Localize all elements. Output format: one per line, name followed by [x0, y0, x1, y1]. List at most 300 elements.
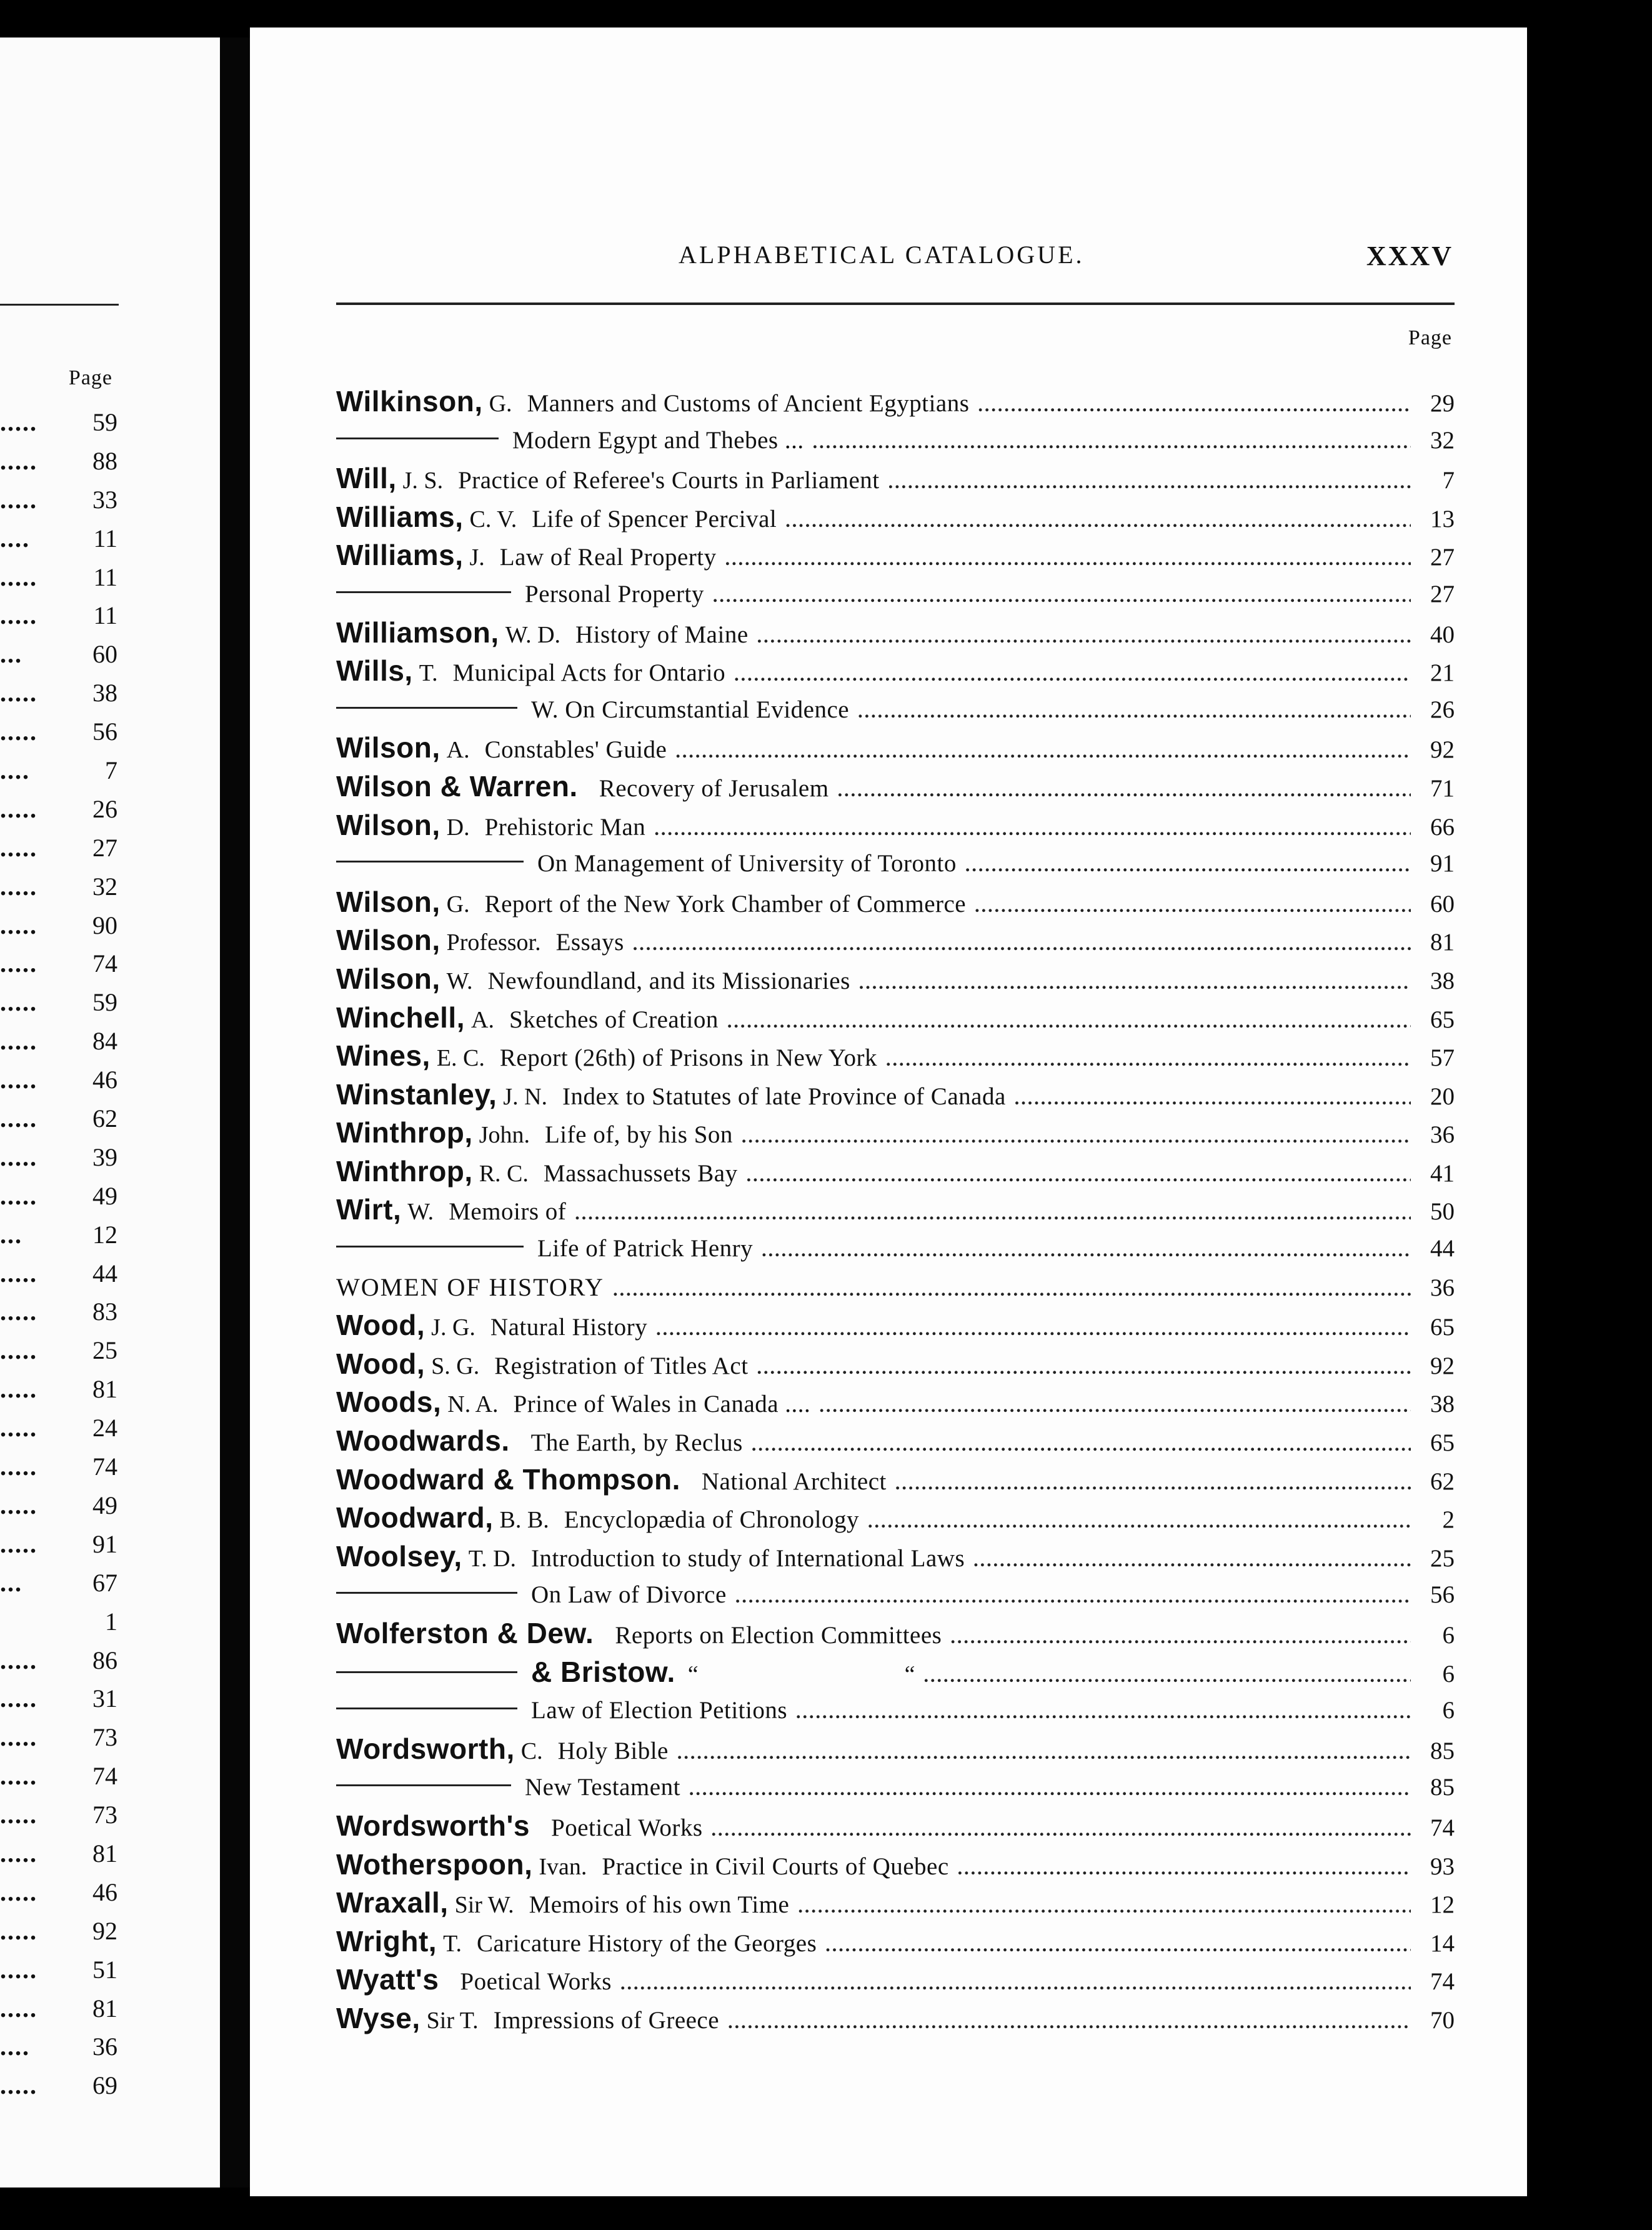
dot-leader: [813, 423, 1411, 462]
left-page-number: 11: [93, 601, 117, 630]
entry-title: Municipal Acts for Ontario: [452, 659, 726, 687]
left-page-row: [0, 558, 117, 597]
left-page-row: [0, 1138, 117, 1177]
left-page-row: [0, 1873, 117, 1912]
catalogue-entry: [336, 1268, 1455, 1307]
left-page-column-heading: Page: [68, 366, 112, 389]
dot-leader: [838, 771, 1411, 810]
dot-leader: [689, 1770, 1411, 1809]
entry-initials: Ivan.: [539, 1853, 587, 1880]
entry-initials: Sir W.: [454, 1892, 514, 1919]
entry-title: Recovery of Jerusalem: [599, 774, 829, 802]
catalogue-entry: [336, 1922, 1455, 1961]
left-page-number: 46: [92, 1066, 117, 1094]
entry-title: Life of Patrick Henry: [537, 1235, 754, 1262]
dot-leader: [725, 540, 1411, 579]
left-page-leader: .....: [0, 833, 37, 862]
entry-title: Personal Property: [525, 580, 704, 608]
left-page-leader: .....: [0, 1684, 37, 1713]
catalogue-entry: [336, 1229, 1455, 1268]
entry-author: Wines,: [336, 1039, 430, 1072]
left-page-row: [0, 1602, 117, 1641]
dot-leader: [575, 1194, 1411, 1233]
left-page-row: [0, 1912, 117, 1951]
dot-leader: [762, 1231, 1411, 1270]
left-page-row: [0, 1989, 117, 2028]
left-page-number: 73: [92, 1801, 117, 1829]
left-page-row: [0, 790, 117, 829]
left-page-rule: [0, 304, 119, 306]
entry-author: Winchell,: [336, 1001, 465, 1034]
entry-page-number: 27: [1430, 544, 1455, 571]
left-page-number: 83: [92, 1298, 117, 1326]
catalogue-entry: [336, 1884, 1455, 1922]
entry-initials: A.: [446, 737, 470, 764]
entry-author: Winthrop,: [336, 1116, 473, 1149]
dot-leader: [888, 463, 1411, 502]
entry-title: Life of, by his Son: [544, 1121, 733, 1149]
left-page-row: [0, 1409, 117, 1448]
dot-leader: [975, 887, 1411, 926]
left-page-number: 27: [92, 833, 117, 862]
ditto-rule: [336, 1708, 517, 1709]
entry-initials: W.: [446, 968, 473, 994]
entry-initials: G.: [489, 391, 512, 417]
dot-leader: [613, 1271, 1411, 1309]
dot-leader: [656, 1310, 1411, 1349]
dot-leader: [950, 1618, 1411, 1657]
catalogue-entry: [336, 1807, 1455, 1846]
left-page-leader: .....: [0, 2071, 37, 2100]
left-page-row: [0, 1679, 117, 1718]
left-page-number: 25: [92, 1336, 117, 1365]
dot-leader: [798, 1888, 1411, 1926]
entry-title: Memoirs of: [449, 1198, 567, 1226]
catalogue-entry: [336, 1345, 1455, 1384]
book-gutter: [220, 38, 250, 2188]
left-page-number: 12: [92, 1220, 117, 1249]
left-page-row: [0, 1564, 117, 1602]
left-page-number: 56: [92, 718, 117, 746]
left-page-leader: .....: [0, 1723, 37, 1752]
dot-leader: [958, 1849, 1411, 1888]
entry-author: Wolferston & Dew.: [336, 1617, 594, 1649]
catalogue-entry: [336, 1114, 1455, 1152]
left-page-leader: .....: [0, 1646, 37, 1674]
left-page-leader: .....: [0, 1181, 37, 1210]
entry-title: Constables' Guide: [484, 736, 667, 764]
entry-author: Woodwards.: [336, 1424, 510, 1458]
left-page-row: [0, 2028, 117, 2066]
entry-title: Report of the New York Chamber of Commerce: [484, 890, 967, 918]
catalogue-page: [250, 28, 1527, 2196]
left-page-row: [0, 2066, 117, 2105]
dot-leader: [924, 1657, 1411, 1696]
entry-title: Modern Egypt and Thebes ...: [512, 426, 804, 454]
left-page-leader: .....: [0, 1066, 37, 1094]
entry-title: Essays: [555, 929, 624, 956]
left-page-number: 11: [93, 524, 117, 552]
left-page-leader: .....: [0, 1452, 37, 1481]
entry-title: Reports on Election Committees: [615, 1622, 942, 1649]
entry-page-number: 13: [1430, 505, 1455, 532]
entry-initials: T.: [443, 1930, 462, 1957]
left-page-number: 46: [92, 1878, 117, 1906]
entry-page-number: 50: [1430, 1198, 1455, 1226]
dot-leader: [978, 386, 1411, 425]
left-page-leader: .....: [0, 1142, 37, 1171]
catalogue-entry: [336, 536, 1455, 575]
left-page-row: [0, 906, 117, 945]
entry-author: Winstanley,: [336, 1078, 497, 1111]
left-page-leader: .....: [0, 1994, 37, 2022]
dot-leader: [728, 2003, 1411, 2042]
entry-title: Law of Election Petitions: [531, 1697, 788, 1724]
entry-page-number: 26: [1430, 696, 1455, 723]
entry-title: Manners and Customs of Ancient Egyptians: [527, 390, 970, 417]
left-page-row: [0, 1061, 117, 1099]
ditto-rule: [336, 438, 499, 439]
left-page-leader: .....: [0, 601, 37, 630]
left-page-row: [0, 1448, 117, 1486]
left-page-row: [0, 1718, 117, 1757]
ditto-rule: [336, 861, 524, 862]
left-page-leader: .....: [0, 988, 37, 1017]
left-page-row: [0, 1331, 117, 1370]
left-page-row: [0, 1834, 117, 1873]
entry-author: Wordsworth,: [336, 1732, 515, 1765]
entry-page-number: 65: [1430, 1006, 1455, 1033]
catalogue-entry: [336, 1730, 1455, 1769]
left-page-leader: ....: [0, 756, 30, 785]
left-page-number: 69: [92, 2071, 117, 2100]
entry-title: Law of Real Property: [499, 544, 717, 571]
catalogue-entry: [336, 1614, 1455, 1653]
entry-initials: J. G.: [431, 1314, 475, 1341]
left-page-row: [0, 442, 117, 481]
entry-page-number: 74: [1430, 1968, 1455, 1996]
left-page-row: [0, 1292, 117, 1331]
entry-author: Wilson,: [336, 924, 440, 957]
left-page-number: 74: [92, 1452, 117, 1481]
left-page-number: 49: [92, 1491, 117, 1519]
dot-leader: [1015, 1079, 1411, 1118]
entry-initials: T.: [419, 660, 438, 687]
entry-initials: J.: [469, 544, 485, 571]
entry-title: On Management of University of Toronto: [537, 850, 957, 878]
entry-title: Index to Statutes of late Province of Canada: [562, 1082, 1006, 1110]
left-page-row: [0, 674, 117, 712]
entry-page-number: 2: [1442, 1506, 1455, 1534]
catalogue-entry: [336, 1076, 1455, 1114]
catalogue-entry: [336, 382, 1455, 421]
entry-initials: Sir T.: [426, 2007, 479, 2034]
entry-initials: C.: [520, 1738, 543, 1764]
left-page-row: [0, 868, 117, 906]
left-page-row: [0, 829, 117, 868]
entry-author: Wotherspoon,: [336, 1848, 533, 1881]
entry-title: Sketches of Creation: [509, 1006, 719, 1033]
entry-page-number: 56: [1430, 1581, 1455, 1609]
entry-author: Wilson,: [336, 885, 440, 918]
left-page-row: [0, 635, 117, 674]
left-page-leader: .....: [0, 1801, 37, 1829]
catalogue-entry: [336, 575, 1455, 614]
dot-leader: [735, 1578, 1411, 1616]
left-page-row: [0, 1254, 117, 1293]
left-page-leader: .....: [0, 1839, 37, 1868]
left-page-number: 38: [92, 679, 117, 708]
entry-initials: N. A.: [447, 1391, 499, 1418]
entry-initials: W.: [407, 1199, 434, 1226]
entry-initials: B. B.: [499, 1507, 549, 1534]
entry-page-number: 32: [1430, 426, 1455, 454]
entry-title: Practice of Referee's Courts in Parliament: [458, 467, 880, 494]
left-page-leader: .....: [0, 1414, 37, 1442]
entry-title: Impressions of Greece: [493, 2006, 720, 2034]
entry-initials: S. G.: [431, 1352, 480, 1379]
dot-leader: [796, 1693, 1411, 1732]
left-page-leader: .....: [0, 562, 37, 591]
page-title: ALPHABETICAL CATALOGUE.: [679, 241, 1085, 269]
entry-page-number: 81: [1430, 929, 1455, 956]
entry-page-number: 38: [1430, 967, 1455, 994]
left-page-number: 74: [92, 1762, 117, 1791]
ditto-rule: [336, 591, 511, 593]
entry-page-number: 93: [1430, 1852, 1455, 1880]
entry-author: Wilson & Warren.: [336, 769, 578, 802]
left-page-row: [0, 1099, 117, 1138]
left-page-row: [0, 1525, 117, 1564]
left-page-number: 44: [92, 1259, 117, 1288]
entry-initials: G.: [446, 891, 470, 918]
entry-author: Wood,: [336, 1347, 425, 1380]
entry-author: Wilson,: [336, 731, 440, 764]
entry-author: Williams,: [336, 500, 464, 533]
left-page-leader: .....: [0, 1491, 37, 1519]
entry-page-number: 65: [1430, 1429, 1455, 1457]
entry-title: Holy Bible: [557, 1737, 669, 1764]
entry-initials: R. C.: [479, 1160, 529, 1187]
entry-title: Report (26th) of Prisons in New York: [499, 1044, 877, 1072]
catalogue-entry: [336, 883, 1455, 922]
catalogue-entry: [336, 806, 1455, 845]
entry-page-number: 92: [1430, 1352, 1455, 1379]
catalogue-entry: [336, 1152, 1455, 1191]
entry-page-number: 25: [1430, 1544, 1455, 1572]
left-page-row: [0, 983, 117, 1022]
left-page-leader: ....: [0, 2032, 30, 2061]
entry-initials: T. D.: [468, 1545, 517, 1572]
left-page-row: [0, 481, 117, 519]
left-page-fragment: [0, 38, 220, 2188]
entry-initials: A.: [471, 1006, 494, 1033]
catalogue-entry: [336, 421, 1455, 460]
ditto-mark: “: [687, 1661, 699, 1688]
entry-author: Wraxall,: [336, 1886, 449, 1919]
catalogue-entry: [336, 1653, 1455, 1692]
entry-page-number: 14: [1430, 1929, 1455, 1957]
entry-page-number: 7: [1442, 467, 1455, 494]
left-page-number: 88: [92, 446, 117, 475]
left-page-number: 59: [92, 988, 117, 1017]
catalogue-entry: [336, 459, 1455, 498]
left-page-number: 81: [92, 1839, 117, 1868]
dot-leader: [752, 1426, 1411, 1464]
entry-title: History of Maine: [575, 621, 749, 648]
catalogue-entry: [336, 1691, 1455, 1730]
entry-author: Woods,: [336, 1386, 442, 1419]
left-page-number: 91: [92, 1529, 117, 1558]
entry-title: National Architect: [701, 1468, 887, 1495]
left-page-leader: .....: [0, 1916, 37, 1945]
entry-author: Wyse,: [336, 2001, 420, 2034]
entry-initials: D.: [446, 814, 470, 841]
catalogue-entry: [336, 844, 1455, 883]
left-page-number: 81: [92, 1994, 117, 2022]
entry-page-number: 65: [1430, 1314, 1455, 1341]
dot-leader: [742, 1118, 1411, 1156]
left-page-row: [0, 519, 117, 558]
entry-page-number: 91: [1430, 850, 1455, 878]
left-page-row: [0, 1370, 117, 1409]
left-page-number: 32: [92, 872, 117, 901]
entry-title: Caricature History of the Georges: [476, 1929, 817, 1957]
ditto-rule: [336, 1784, 511, 1786]
entry-page-number: 71: [1430, 774, 1455, 802]
catalogue-entry: [336, 1846, 1455, 1884]
dot-leader: [886, 1041, 1411, 1079]
entry-initials: J. N.: [503, 1083, 548, 1110]
dot-leader: [895, 1464, 1411, 1503]
catalogue-entry: [336, 498, 1455, 537]
entry-initials: W. D.: [505, 621, 561, 648]
dot-leader: [819, 1387, 1411, 1426]
left-page-leader: .....: [0, 872, 37, 901]
catalogue-entry: [336, 1961, 1455, 1999]
entry-title: W. On Circumstantial Evidence: [531, 696, 850, 723]
entry-initials: E. C.: [436, 1045, 485, 1072]
entry-page-number: 74: [1430, 1814, 1455, 1841]
ditto-rule: [336, 1246, 524, 1248]
left-page-row: [0, 1951, 117, 1989]
entry-page-number: 6: [1442, 1660, 1455, 1688]
dot-leader: [747, 1156, 1411, 1195]
left-page-number: 90: [92, 911, 117, 939]
entry-page-number: 40: [1430, 621, 1455, 648]
left-page-number: 92: [92, 1916, 117, 1945]
left-page-number: 73: [92, 1723, 117, 1752]
entry-title: Natural History: [490, 1314, 648, 1341]
entry-author: Wyatt's: [336, 1963, 439, 1996]
left-page-number: 60: [92, 640, 117, 669]
left-page-leader: .....: [0, 794, 37, 823]
catalogue-entry: [336, 1461, 1455, 1499]
entry-title: Practice in Civil Courts of Quebec: [602, 1852, 949, 1880]
entry-author: Wright,: [336, 1924, 437, 1958]
catalogue-entry: [336, 999, 1455, 1038]
left-page-row: [0, 712, 117, 751]
dot-leader: [727, 1002, 1411, 1041]
dot-leader: [757, 1349, 1411, 1388]
entry-author: Williams,: [336, 539, 464, 572]
entry-page-number: 27: [1430, 580, 1455, 608]
catalogue-entry: [336, 1538, 1455, 1576]
entry-page-number: 57: [1430, 1044, 1455, 1072]
entry-author: Wilkinson,: [336, 385, 483, 418]
entry-initials: Professor.: [446, 929, 541, 956]
catalogue-entry: [336, 729, 1455, 768]
entry-page-number: 85: [1430, 1737, 1455, 1764]
left-page-leader: .....: [0, 1878, 37, 1906]
entry-page-number: 41: [1430, 1159, 1455, 1187]
entry-page-number: 6: [1442, 1622, 1455, 1649]
entry-author: Will,: [336, 462, 397, 495]
entry-page-number: 92: [1430, 736, 1455, 764]
catalogue-entry: [336, 1422, 1455, 1461]
left-page-row: [0, 403, 117, 442]
page-column-heading: Page: [1408, 326, 1452, 349]
left-page-number: 1: [105, 1607, 117, 1636]
entry-title: Poetical Works: [551, 1814, 703, 1841]
entry-page-number: 70: [1430, 2006, 1455, 2034]
entry-initials: John.: [479, 1122, 530, 1149]
catalogue-entry: [336, 1576, 1455, 1614]
left-page-list: [0, 403, 117, 2105]
entry-page-number: 66: [1430, 813, 1455, 841]
entry-page-number: 60: [1430, 890, 1455, 918]
catalogue-entry: [336, 652, 1455, 691]
left-page-number: 7: [105, 756, 117, 785]
entry-title: Registration of Titles Act: [494, 1352, 749, 1379]
entry-title: Prehistoric Man: [484, 813, 646, 841]
left-page-number: 49: [92, 1181, 117, 1210]
left-page-number: 11: [93, 562, 117, 591]
left-page-row: [0, 596, 117, 635]
entry-author: Williamson,: [336, 616, 499, 649]
left-page-leader: .....: [0, 446, 37, 475]
left-page-row: [0, 944, 117, 983]
catalogue-entry: [336, 1306, 1455, 1345]
entry-title: Newfoundland, and its Missionaries: [487, 967, 850, 994]
left-page-leader: .....: [0, 949, 37, 978]
left-page-row: [0, 1641, 117, 1680]
catalogue-entry: [336, 691, 1455, 729]
dot-leader: [859, 964, 1411, 1002]
ditto-rule: [336, 1592, 517, 1594]
header-rule: [336, 302, 1455, 305]
left-page-number: 62: [92, 1104, 117, 1133]
catalogue-entry: [336, 1191, 1455, 1229]
left-page-number: 74: [92, 949, 117, 978]
page-number: XXXV: [1366, 241, 1453, 271]
entry-initials: J. S.: [402, 468, 444, 494]
dot-leader: [757, 618, 1411, 656]
dot-leader: [654, 810, 1411, 849]
entry-author: Woodward & Thompson.: [336, 1462, 680, 1496]
dot-leader: [965, 846, 1411, 885]
catalogue-entry: [336, 960, 1455, 999]
entry-author: Wilson,: [336, 808, 440, 841]
catalogue-entry: [336, 1383, 1455, 1422]
left-page-leader: .....: [0, 408, 37, 436]
entry-page-number: 38: [1430, 1391, 1455, 1418]
left-page-number: 86: [92, 1646, 117, 1674]
entry-title: Introduction to study of International Laws: [531, 1544, 965, 1572]
left-page-leader: .....: [0, 1336, 37, 1365]
dot-leader: [620, 1964, 1411, 2003]
left-page-leader: .....: [0, 1955, 37, 1984]
